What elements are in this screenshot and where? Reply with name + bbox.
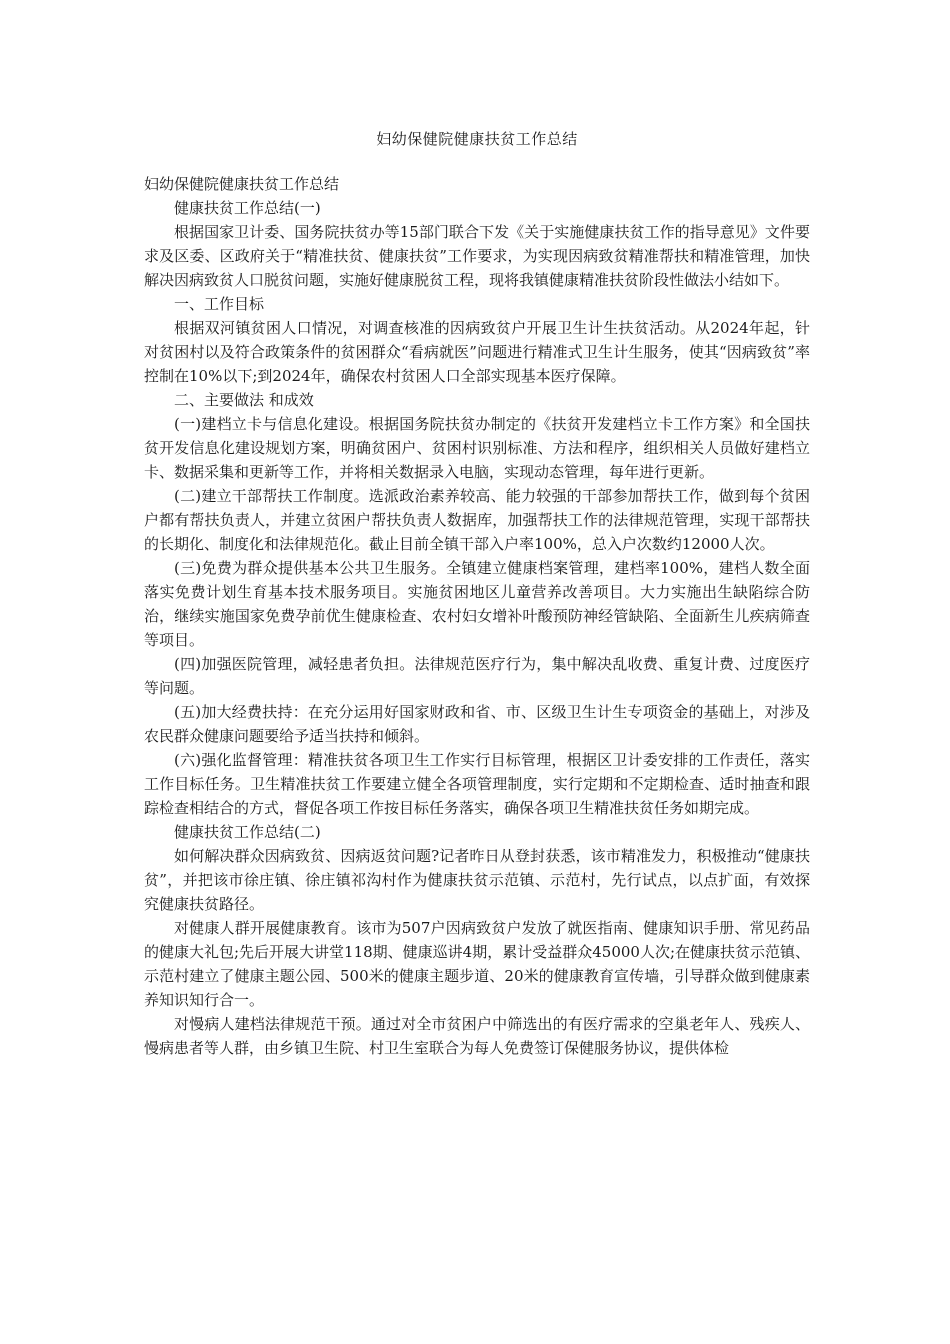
paragraph: (三)免费为群众提供基本公共卫生服务。全镇建立健康档案管理，建档率100%，建档人数全面落实免费计划生育基本技术服务项目。实施贫困地区儿童营养改善项目。大力实施出生缺陷综合防治，继续实施国家免费孕前优生健康检查、农村妇女增补叶酸预防神经管缺陷、全面新生儿疾病筛查等项目。: [144, 559, 810, 649]
paragraph: 根据国家卫计委、国务院扶贫办等15部门联合下发《关于实施健康扶贫工作的指导意见》文件要求及区委、区政府关于“精准扶贫、健康扶贫”工作要求，为实现因病致贫精准帮扶和精准管理，加快解决因病致贫人口脱贫问题，实施好健康脱贫工程，现将我镇健康精准扶贫阶段性做法小结如下。: [144, 223, 810, 289]
page-title: 妇幼保健院健康扶贫工作总结: [376, 130, 578, 148]
paragraph: (六)强化监督管理：精准扶贫各项卫生工作实行目标管理，根据区卫计委安排的工作责任，落实工作目标任务。卫生精准扶贫工作要建立健全各项管理制度，实行定期和不定期检查、适时抽查和跟踪检查相结合的方式，督促各项工作按目标任务落实，确保各项卫生精准扶贫任务如期完成。: [144, 751, 810, 817]
paragraph: (一)建档立卡与信息化建设。根据国务院扶贫办制定的《扶贫开发建档立卡工作方案》和全国扶贫开发信息化建设规划方案，明确贫困户、贫困村识别标准、方法和程序，组织相关人员做好建档立卡、数据采集和更新等工作，并将相关数据录入电脑，实现动态管理，每年进行更新。: [144, 415, 810, 481]
section-heading-2: 健康扶贫工作总结(二): [174, 823, 321, 841]
document-page: [144, 0, 810, 1060]
paragraph: 如何解决群众因病致贫、因病返贫问题?记者昨日从登封获悉，该市精准发力，积极推动“健康扶贫”，并把该市徐庄镇、徐庄镇祁沟村作为健康扶贫示范镇、示范村，先行试点，以点扩面，有效探究健康扶贫路径。: [144, 847, 810, 913]
paragraph: (五)加大经费扶持：在充分运用好国家财政和省、市、区级卫生计生专项资金的基础上，对涉及农民群众健康问题要给予适当扶持和倾斜。: [144, 703, 810, 745]
paragraph: 对慢病人建档法律规范干预。通过对全市贫困户中筛选出的有医疗需求的空巢老年人、残疾人、慢病患者等人群，由乡镇卫生院、村卫生室联合为每人免费签订保健服务协议，提供体检: [144, 1015, 810, 1057]
paragraph: 对健康人群开展健康教育。该市为507户因病致贫户发放了就医指南、健康知识手册、常见药品的健康大礼包;先后开展大讲堂118期、健康巡讲4期，累计受益群众45000人次;在健康扶贫示范镇、示范村建立了健康主题公园、500米的健康主题步道、20米的健康教育宣传墙，引导群众做到健康素养知识知行合一。: [144, 919, 811, 1009]
paragraph: (四)加强医院管理，减轻患者负担。法律规范医疗行为，集中解决乱收费、重复计费、过度医疗等问题。: [144, 655, 810, 697]
paragraph: (二)建立干部帮扶工作制度。选派政治素养较高、能力较强的干部参加帮扶工作，做到每个贫困户都有帮扶负责人，并建立贫困户帮扶负责人数据库，加强帮扶工作的法律规范管理，实现干部帮扶的长期化、制度化和法律规范化。截止目前全镇干部入户率100%，总入户次数约12000人次。: [144, 487, 810, 553]
section-heading-methods: 二、主要做法 和成效: [174, 391, 314, 409]
section-heading-1: 健康扶贫工作总结(一): [174, 199, 321, 217]
section-heading-goals: 一、工作目标: [174, 295, 265, 313]
document-subtitle: 妇幼保健院健康扶贫工作总结: [144, 175, 340, 193]
paragraph: 根据双河镇贫困人口情况，对调查核准的因病致贫户开展卫生计生扶贫活动。从2024年起，针对贫困村以及符合政策条件的贫困群众“看病就医”问题进行精准式卫生计生服务，使其“因病致贫”率控制在10%以下;到2024年，确保农村贫困人口全部实现基本医疗保障。: [144, 319, 810, 385]
